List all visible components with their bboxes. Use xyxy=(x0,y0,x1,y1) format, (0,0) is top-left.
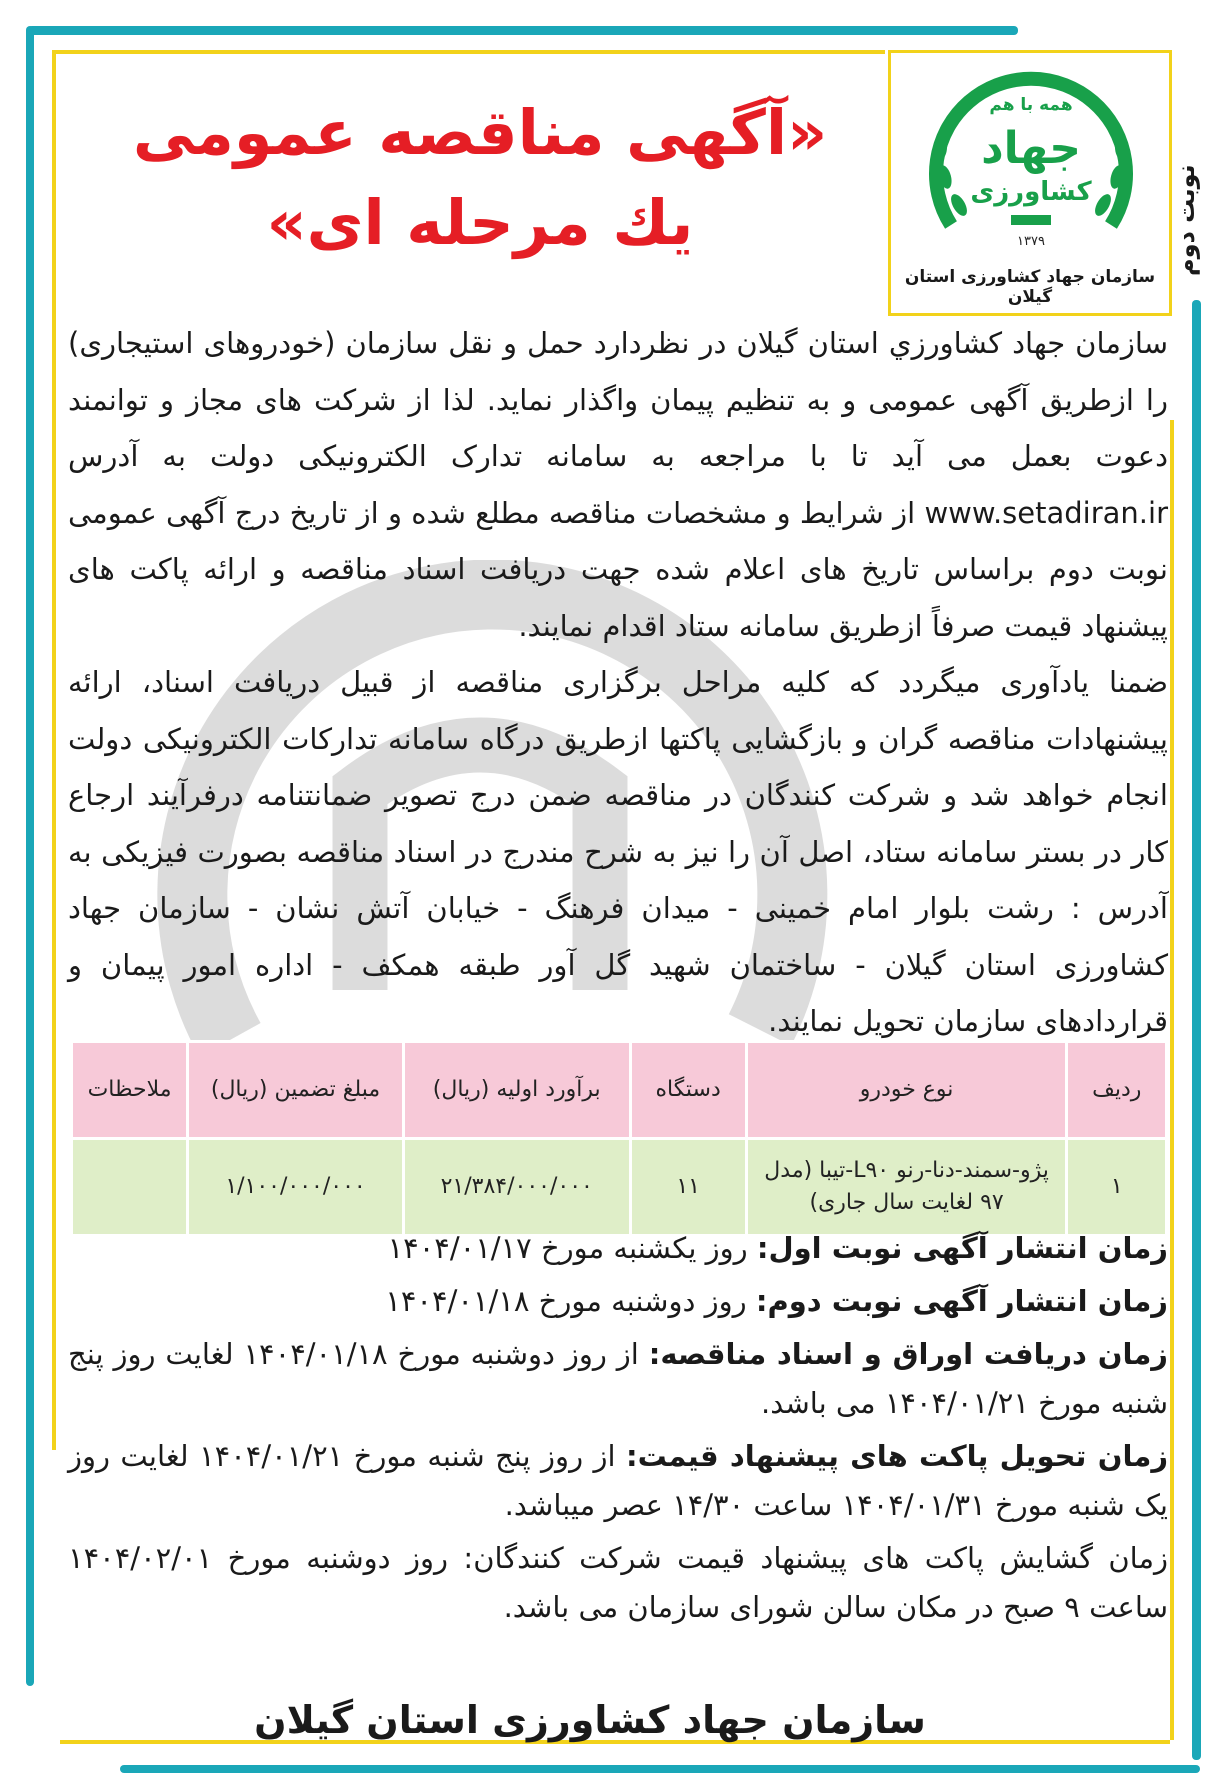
table-row xyxy=(72,1139,1167,1236)
table-header-row xyxy=(72,1042,1167,1139)
col-header-units: دستگاه xyxy=(630,1042,746,1139)
jahad-logo-icon xyxy=(911,55,1151,273)
logo-arc-text: همه با هم xyxy=(989,95,1073,115)
paragraph-2: ضمنا یادآوری میگردد که کلیه مراحل برگزاری مناقصه از قبیل دریافت اسناد، ارائه پیشنهادات مناقصه گران و بازگشایی پاکتها ازطریق درگاه سامانه تداركات الکترونیکی دولت انجام خواهد شد و شرکت کنندگان در مناقصه ضمن درج تصویر ضمانتنامه درفرآیند ارجاع کار در بستر سامانه ستاد، اصل آن را نیز به شرح مندرج در اسناد مناقصه بصورت فیزیکی به آدرس : رشت بلوار امام خمینی - میدان فرهنگ - خیابان آتش نشان - سازمان جهاد کشاورزی استان گیلان - ساختمان شهید گل آور طبقه همکف - اداره امور پیمان و قراردادهای سازمان تحویل نمایند. xyxy=(68,665,1168,1038)
schedule-opening: زمان گشایش پاکت های پیشنهاد قیمت شرکت کنندگان: روز دوشنبه مورخ ۱۴۰۴/۰۲/۰۱ ساعت ۹ صبح در مکان سالن شورای سازمان می باشد. xyxy=(68,1541,1168,1624)
schedule-second-publish xyxy=(68,1277,1168,1326)
cell-notes xyxy=(72,1139,188,1236)
schedule-first-publish xyxy=(68,1224,1168,1273)
cell-guarantee: ۱/۱۰۰/۰۰۰/۰۰۰ xyxy=(188,1139,404,1236)
frame-left-inner-line xyxy=(52,50,56,1450)
frame-top-line xyxy=(28,26,1018,35)
frame-left-line xyxy=(26,26,34,1686)
second-publish-value: روز دوشنبه مورخ ۱۴۰۴/۰۱/۱۸ xyxy=(385,1284,747,1318)
title-line-1: «آگهی مناقصه عمومی xyxy=(132,96,828,169)
schedule-documents xyxy=(68,1330,1168,1428)
delivery-value: از روز پنج شنبه مورخ ۱۴۰۴/۰۱/۲۱ لغایت روز یک شنبه مورخ ۱۴۰۴/۰۱/۳۱ ساعت ۱۴/۳۰ عصر میباشد. xyxy=(68,1439,1168,1522)
cell-estimate: ۲۱/۳۸۴/۰۰۰/۰۰۰ xyxy=(403,1139,630,1236)
logo-year: ۱۳۷۹ xyxy=(1017,234,1045,249)
logo-box xyxy=(888,50,1172,316)
first-publish-value: روز یکشنبه مورخ ۱۴۰۴/۰۱/۱۷ xyxy=(387,1231,748,1265)
documents-value: از روز دوشنبه مورخ ۱۴۰۴/۰۱/۱۸ لغایت روز پنج شنبه مورخ ۱۴۰۴/۰۱/۲۱ می باشد. xyxy=(68,1337,1168,1420)
logo-sub-word: کشاورزی xyxy=(970,177,1092,207)
frame-top-inner-line xyxy=(55,50,885,54)
col-header-notes: ملاحظات xyxy=(72,1042,188,1139)
col-header-row-number: ردیف xyxy=(1067,1042,1167,1139)
documents-label: زمان دریافت اوراق و اسناد مناقصه: xyxy=(648,1337,1168,1371)
tender-table xyxy=(70,1040,1168,1237)
frame-right-inner-line xyxy=(1170,420,1174,1740)
schedule-section xyxy=(68,1224,1168,1636)
logo-main-word: جهاد xyxy=(981,123,1081,174)
round-label: نوبت دوم xyxy=(1172,164,1200,276)
col-header-guarantee: مبلغ تضمین (ریال) xyxy=(188,1042,404,1139)
frame-right-line xyxy=(1192,300,1201,1760)
page-title xyxy=(120,88,840,268)
delivery-label: زمان تحویل پاکت های پیشنهاد قیمت: xyxy=(626,1439,1169,1473)
footer-org: سازمان جهاد کشاورزی استان گیلان xyxy=(254,1698,926,1742)
first-publish-label: زمان انتشار آگهی نوبت اول: xyxy=(756,1231,1168,1265)
cell-row-number: ۱ xyxy=(1067,1139,1167,1236)
cell-units: ۱۱ xyxy=(630,1139,746,1236)
frame-bottom-line xyxy=(120,1765,1200,1773)
announcement-body xyxy=(68,315,1168,1050)
title-line-2: یك مرحله ای» xyxy=(266,186,694,259)
schedule-delivery xyxy=(68,1432,1168,1530)
col-header-vehicle-type: نوع خودرو xyxy=(746,1042,1067,1139)
cell-vehicle-type: پژو-سمند-دنا-رنو L۹۰-تیبا (مدل ۹۷ لغایت سال جاری) xyxy=(746,1139,1067,1236)
logo-caption: سازمان جهاد کشاورزی استان گیلان xyxy=(904,267,1156,307)
col-header-estimate: برآورد اولیه (ریال) xyxy=(403,1042,630,1139)
paragraph-1: سازمان جهاد کشاورزي استان گیلان در نظردارد حمل و نقل سازمان (خودروهای استیجاری) را ازطریق آگهی عمومی و به تنظیم پیمان واگذار نماید. لذا از شرکت های مجاز و توانمند دعوت بعمل می آید تا با مراجعه به سامانه تدارک الکترونیکی دولت به آدرس www.setadiran.ir از شرایط و مشخصات مناقصه مطلع شده و از تاریخ درج آگهی عمومی نوبت دوم براساس تاریخ های اعلام شده جهت دریافت اسناد مناقصه و ارائه پاکت های پیشنهاد قیمت صرفاً ازطریق سامانه ستاد اقدام نمایند. xyxy=(68,326,1168,643)
second-publish-label: زمان انتشار آگهی نوبت دوم: xyxy=(755,1284,1168,1318)
